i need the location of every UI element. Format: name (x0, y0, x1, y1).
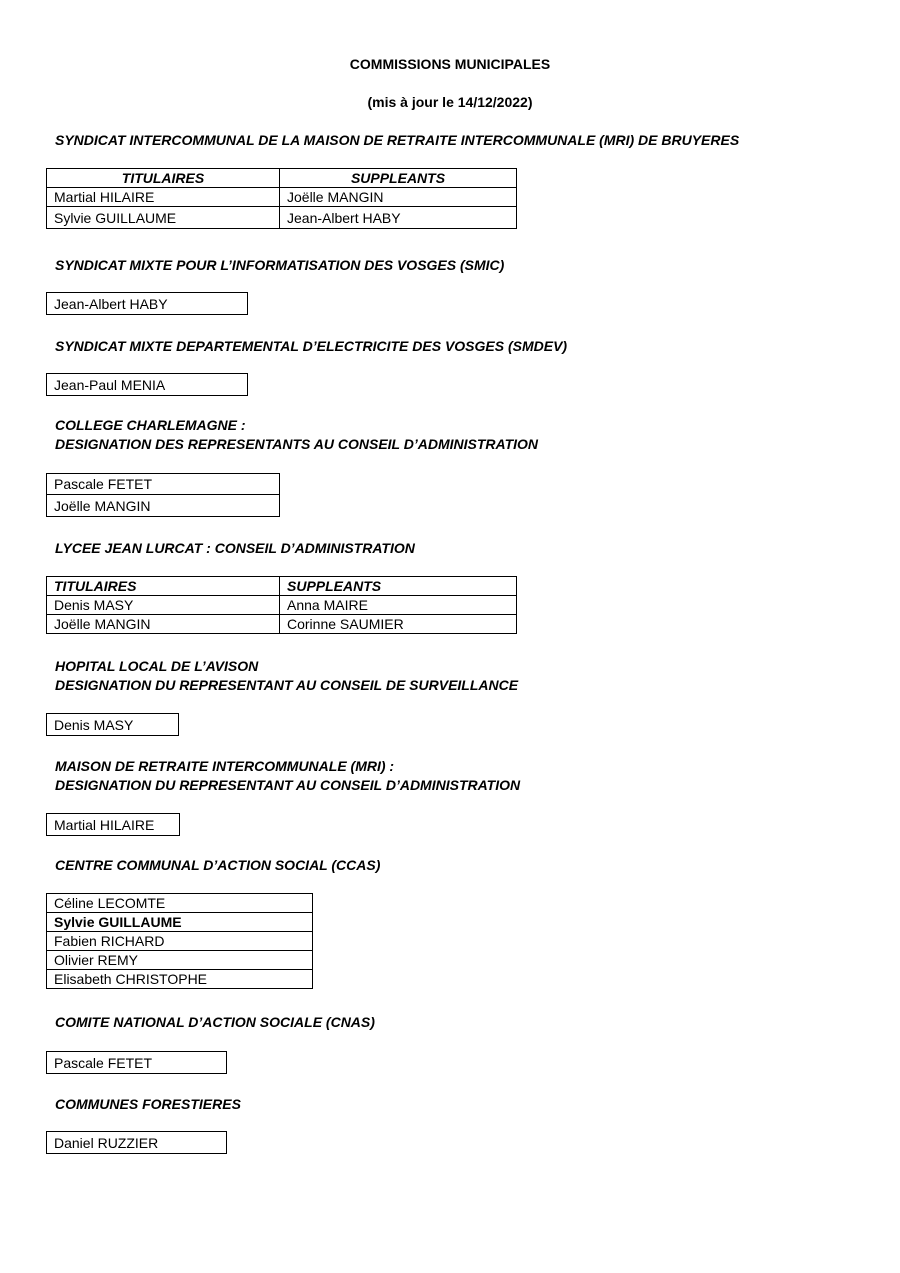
member-cell: Jean-Albert HABY (47, 293, 248, 315)
member-cell: Olivier REMY (47, 951, 313, 970)
table-row (47, 207, 517, 229)
member-cell: Céline LECOMTE (47, 894, 313, 913)
table-cell: Denis MASY (47, 596, 280, 615)
member-cell: Pascale FETET (47, 474, 280, 495)
member-cell: Martial HILAIRE (47, 814, 180, 836)
member-cell: Elisabeth CHRISTOPHE (47, 970, 313, 989)
table-header-row (47, 169, 517, 188)
mri-bruyeres-table (46, 168, 517, 229)
section-heading-cnas: COMITE NATIONAL D’ACTION SOCIALE (CNAS) (55, 1014, 375, 1030)
section-heading-lycee-jean-lurcat: LYCEE JEAN LURCAT : CONSEIL D’ADMINISTRATION (55, 540, 415, 556)
section-heading-mri-conseil (55, 757, 520, 795)
table-row (47, 293, 248, 315)
member-cell: Jean-Paul MENIA (47, 374, 248, 396)
section-heading-college-charlemagne (55, 416, 538, 454)
heading-line: DESIGNATION DU REPRESENTANT AU CONSEIL D’ADMINISTRATION (55, 777, 521, 793)
table-row (47, 596, 517, 615)
table-row (47, 951, 313, 970)
ccas-table (46, 893, 313, 989)
page-subtitle: (mis à jour le 14/12/2022) (367, 94, 533, 110)
table-row (47, 374, 248, 396)
table-cell: Joëlle MANGIN (47, 615, 280, 634)
section-heading-mri-bruyeres: SYNDICAT INTERCOMMUNAL DE LA MAISON DE RETRAITE INTERCOMMUNALE (MRI) DE BRUYERES (55, 132, 740, 148)
table-row (47, 894, 313, 913)
member-cell: Sylvie GUILLAUME (47, 913, 313, 932)
column-header-titulaires: TITULAIRES (47, 577, 280, 596)
member-cell: Fabien RICHARD (47, 932, 313, 951)
page-title: COMMISSIONS MUNICIPALES (349, 56, 551, 72)
college-charlemagne-table (46, 473, 280, 517)
table-row (47, 1132, 227, 1154)
cnas-table (46, 1051, 227, 1074)
section-heading-communes-forestieres: COMMUNES FORESTIERES (55, 1096, 241, 1112)
table-row (47, 814, 180, 836)
table-cell: Joëlle MANGIN (280, 188, 517, 207)
table-row (47, 1052, 227, 1074)
section-heading-smic: SYNDICAT MIXTE POUR L’INFORMATISATION DES VOSGES (SMIC) (55, 257, 505, 273)
table-row (47, 913, 313, 932)
smic-table (46, 292, 248, 315)
hopital-avison-table (46, 713, 179, 736)
table-row (47, 932, 313, 951)
table-cell: Corinne SAUMIER (280, 615, 517, 634)
column-header-suppleants: SUPPLEANTS (280, 577, 517, 596)
table-row (47, 495, 280, 517)
table-row (47, 188, 517, 207)
table-row (47, 970, 313, 989)
table-row (47, 615, 517, 634)
communes-forestieres-table (46, 1131, 227, 1154)
member-cell: Joëlle MANGIN (47, 495, 280, 517)
member-cell: Daniel RUZZIER (47, 1132, 227, 1154)
heading-line: COLLEGE CHARLEMAGNE : (55, 417, 246, 433)
table-cell: Anna MAIRE (280, 596, 517, 615)
column-header-suppleants: SUPPLEANTS (280, 169, 517, 188)
table-cell: Jean-Albert HABY (280, 207, 517, 229)
section-heading-ccas: CENTRE COMMUNAL D’ACTION SOCIAL (CCAS) (55, 857, 381, 873)
section-heading-smdev: SYNDICAT MIXTE DEPARTEMENTAL D’ELECTRICITE DES VOSGES (SMDEV) (55, 338, 568, 354)
section-heading-hopital-avison (55, 657, 518, 695)
table-header-row (47, 577, 517, 596)
column-header-titulaires: TITULAIRES (47, 169, 280, 188)
lycee-jean-lurcat-table (46, 576, 517, 634)
mri-conseil-table (46, 813, 180, 836)
member-cell: Pascale FETET (47, 1052, 227, 1074)
table-cell: Martial HILAIRE (47, 188, 280, 207)
member-cell: Denis MASY (47, 714, 179, 736)
heading-line: HOPITAL LOCAL DE L’AVISON (55, 658, 259, 674)
heading-line: DESIGNATION DES REPRESENTANTS AU CONSEIL D’ADMINISTRATION (55, 436, 539, 452)
heading-line: MAISON DE RETRAITE INTERCOMMUNALE (MRI) : (55, 758, 395, 774)
table-row (47, 714, 179, 736)
smdev-table (46, 373, 248, 396)
table-row (47, 474, 280, 495)
heading-line: DESIGNATION DU REPRESENTANT AU CONSEIL DE SURVEILLANCE (55, 677, 519, 693)
table-cell: Sylvie GUILLAUME (47, 207, 280, 229)
